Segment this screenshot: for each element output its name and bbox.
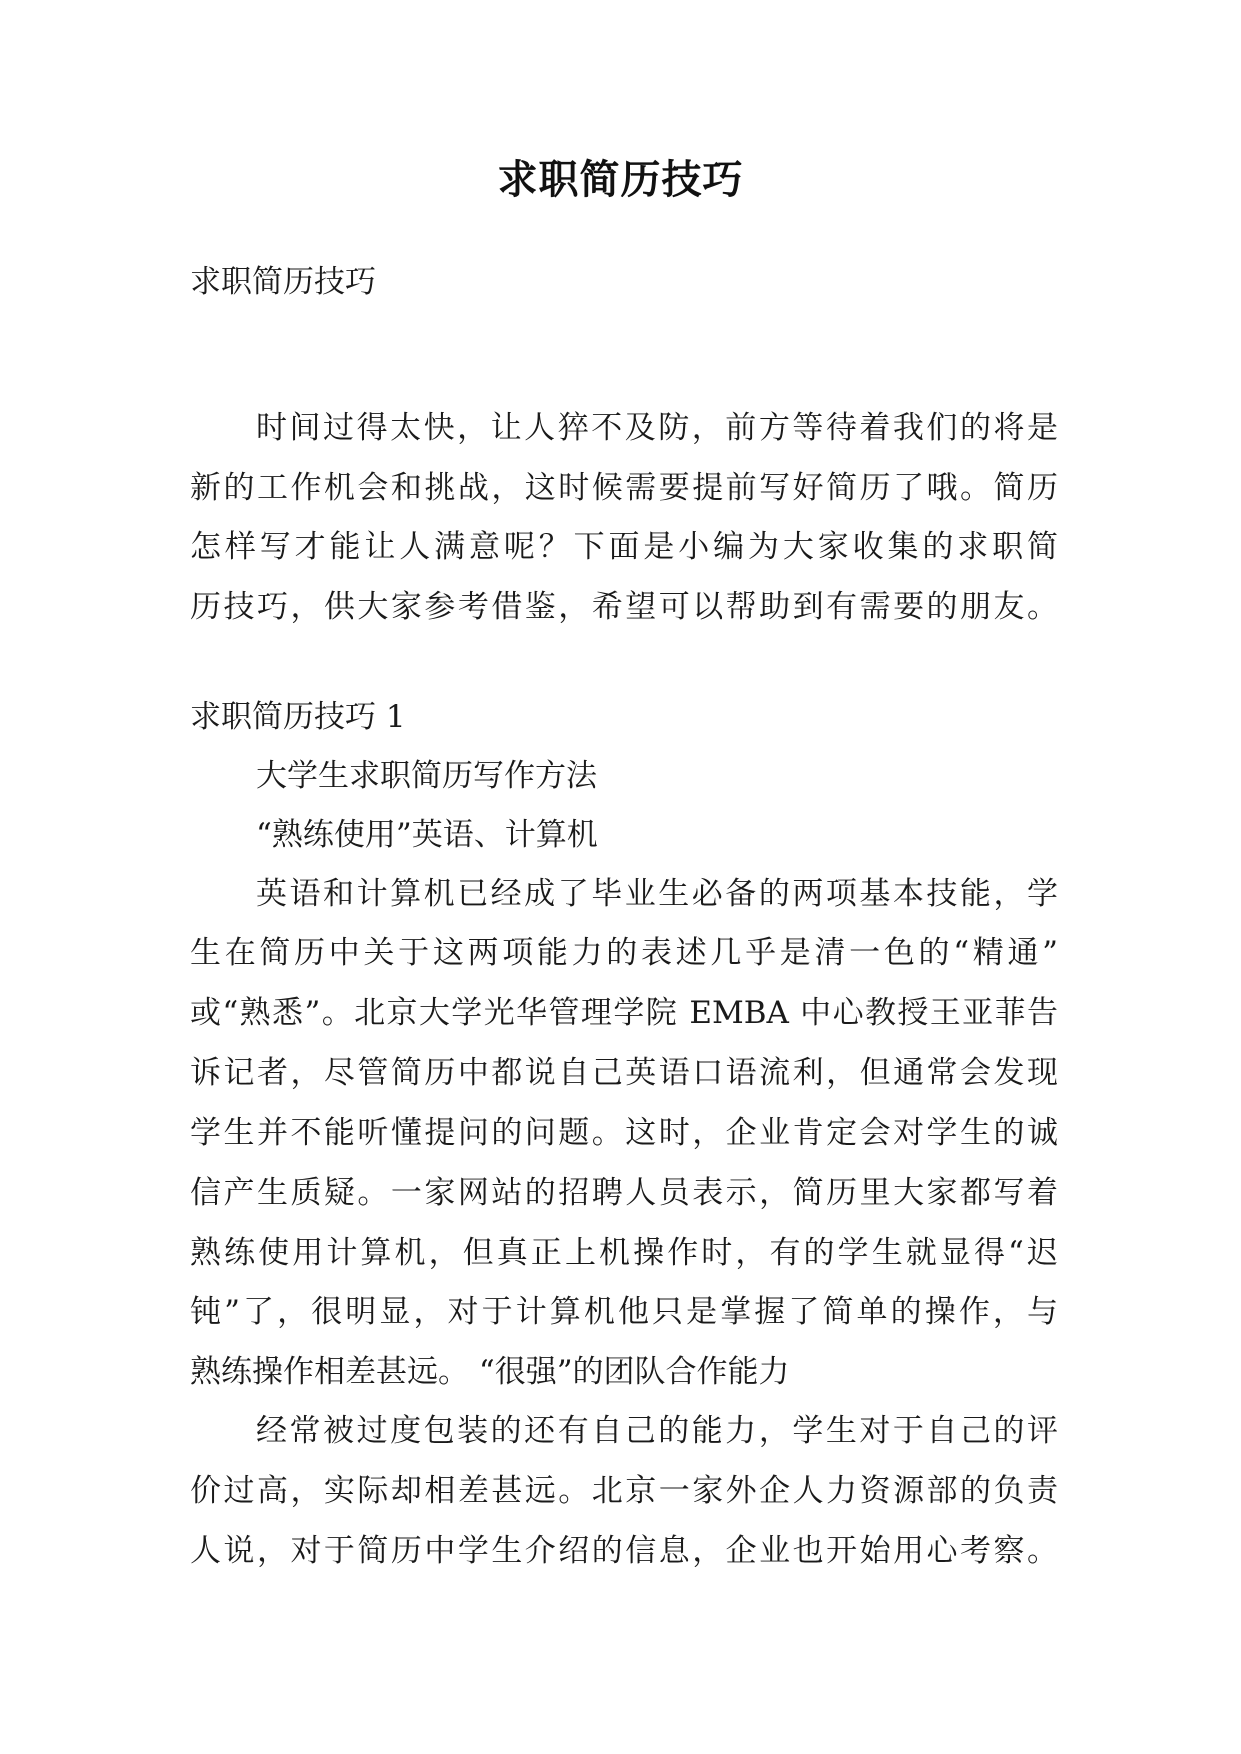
paragraph-line: 钝”了，很明显，对于计算机他只是掌握了简单的操作，与 [190,1294,1058,1330]
section-heading: 求职简历技巧 1 [190,699,406,735]
document-subtitle: 求职简历技巧 [190,264,376,300]
point-heading: “熟练使用”英语、计算机 [256,817,598,853]
intro-line: 怎样写才能让人满意呢？下面是小编为大家收集的求职简 [190,529,1058,565]
document-title: 求职简历技巧 [497,157,744,203]
paragraph-line: 生在简历中关于这两项能力的表述几乎是清一色的“精通” [190,935,1058,971]
paragraph-line: 或“熟悉”。北京大学光华管理学院 EMBA 中心教授王亚菲告 [190,995,1058,1031]
paragraph-line: 熟练操作相差甚远。 “很强”的团队合作能力 [190,1354,790,1390]
paragraph-line: 英语和计算机已经成了毕业生必备的两项基本技能，学 [256,876,1058,912]
paragraph-line: 诉记者，尽管简历中都说自己英语口语流利，但通常会发现 [190,1055,1058,1091]
paragraph-line: 人说，对于简历中学生介绍的信息，企业也开始用心考察。 [190,1533,1058,1569]
paragraph-line: 经常被过度包装的还有自己的能力，学生对于自己的评 [256,1413,1058,1449]
intro-line: 历技巧，供大家参考借鉴，希望可以帮助到有需要的朋友。 [190,589,1058,625]
paragraph-line: 学生并不能听懂提问的问题。这时，企业肯定会对学生的诚 [190,1115,1058,1151]
paragraph-line: 价过高，实际却相差甚远。北京一家外企人力资源部的负责 [190,1473,1058,1509]
intro-line: 时间过得太快，让人猝不及防，前方等待着我们的将是 [256,410,1058,446]
intro-line: 新的工作机会和挑战，这时候需要提前写好简历了哦。简历 [190,470,1058,506]
section-subheading: 大学生求职简历写作方法 [256,758,597,794]
paragraph-line: 信产生质疑。一家网站的招聘人员表示，简历里大家都写着 [190,1175,1058,1211]
paragraph-line: 熟练使用计算机，但真正上机操作时，有的学生就显得“迟 [190,1235,1058,1271]
